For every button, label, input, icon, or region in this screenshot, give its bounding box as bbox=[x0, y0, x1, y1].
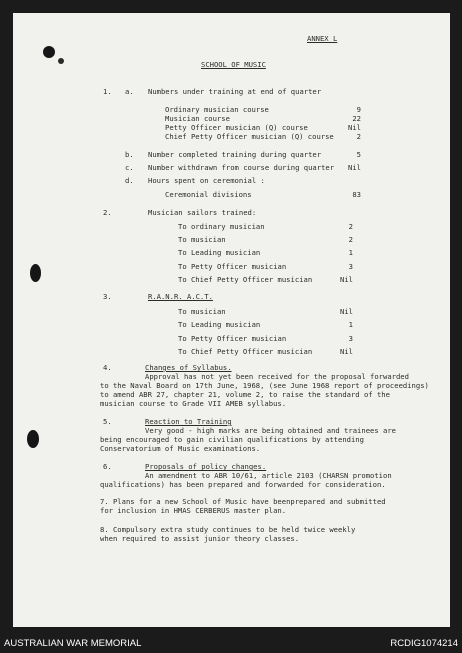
ceremonial-label: Ceremonial divisions bbox=[165, 190, 252, 199]
section-1c-text: Number withdrawn from course during quarter bbox=[148, 163, 335, 172]
section-5-line: Very good - high marks are being obtained and trainees are bbox=[145, 426, 396, 435]
sailor-label: To Chief Petty Officer musician bbox=[178, 275, 313, 284]
ranr-label: To Chief Petty Officer musician bbox=[178, 347, 313, 356]
sailor-value: 2 bbox=[348, 222, 353, 231]
section-7-line: for inclusion in HMAS CERBERUS master plan. bbox=[100, 506, 287, 515]
annex-label: ANNEX L bbox=[307, 34, 338, 43]
course-value: 22 bbox=[352, 114, 361, 123]
section-5-line: being encouraged to gain civilian qualifications by attending bbox=[100, 435, 364, 444]
document-title: SCHOOL OF MUSIC bbox=[201, 60, 266, 69]
section-4-number: 4. bbox=[103, 363, 112, 372]
punch-hole-top bbox=[43, 46, 55, 58]
section-6-heading: Proposals of policy changes. bbox=[145, 462, 267, 471]
sailor-value: 3 bbox=[348, 262, 353, 271]
archive-footer bbox=[0, 634, 462, 653]
ranr-value: Nil bbox=[340, 307, 353, 316]
sailor-value: 1 bbox=[348, 248, 353, 257]
footer-institution: AUSTRALIAN WAR MEMORIAL bbox=[4, 638, 142, 649]
section-1d-letter: d. bbox=[125, 176, 134, 185]
ranr-value: 3 bbox=[348, 334, 353, 343]
section-6-line: qualifications) has been prepared and forwarded for consideration. bbox=[100, 480, 386, 489]
ranr-label: To Leading musician bbox=[178, 320, 261, 329]
section-6-line: An amendment to ABR 10/61, article 2103 (CHARSN promotion bbox=[145, 471, 392, 480]
punch-hole-lower bbox=[27, 430, 39, 448]
section-5-line: Conservatorium of Music examinations. bbox=[100, 444, 261, 453]
document-page bbox=[13, 13, 450, 627]
punch-hole-middle bbox=[30, 264, 41, 282]
section-1c-letter: c. bbox=[125, 163, 134, 172]
section-7-line: 7. Plans for a new School of Music have beenprepared and submitted bbox=[100, 497, 386, 506]
section-1a-text: Numbers under training at end of quarter bbox=[148, 87, 322, 96]
ranr-label: To musician bbox=[178, 307, 226, 316]
section-1b-value: 5 bbox=[356, 150, 361, 159]
section-2-number: 2. bbox=[103, 208, 112, 217]
ranr-value: Nil bbox=[340, 347, 353, 356]
sailor-label: To Petty Officer musician bbox=[178, 262, 287, 271]
section-1c-value: Nil bbox=[348, 163, 361, 172]
section-4-line: Approval has not yet been received for the proposal forwarded bbox=[145, 372, 409, 381]
ink-mark bbox=[58, 58, 64, 64]
course-label: Petty Officer musician (Q) course bbox=[165, 123, 308, 132]
section-4-line: musician course to Grade VII AMEB syllabus. bbox=[100, 399, 287, 408]
course-label: Chief Petty Officer musician (Q) course bbox=[165, 132, 334, 141]
section-8-line: 8. Compulsory extra study continues to be held twice weekly bbox=[100, 525, 356, 534]
section-5-heading: Reaction to Training bbox=[145, 417, 232, 426]
course-value: Nil bbox=[348, 123, 361, 132]
section-5-number: 5. bbox=[103, 417, 112, 426]
sailor-value: 2 bbox=[348, 235, 353, 244]
footer-record-id: RCDIG1074214 bbox=[390, 638, 458, 649]
section-3-number: 3. bbox=[103, 292, 112, 301]
section-1d-text: Hours spent on ceremonial : bbox=[148, 176, 265, 185]
section-4-line: to amend ABR 27, chapter 21, volume 2, to raise the standard of the bbox=[100, 390, 390, 399]
course-label: Ordinary musician course bbox=[165, 105, 269, 114]
section-1b-letter: b. bbox=[125, 150, 134, 159]
course-value: 9 bbox=[356, 105, 361, 114]
ranr-label: To Petty Officer musician bbox=[178, 334, 287, 343]
sailor-label: To musician bbox=[178, 235, 226, 244]
section-3-heading: R.A.N.R. A.C.T. bbox=[148, 292, 213, 301]
section-1-number: 1. bbox=[103, 87, 112, 96]
section-6-number: 6. bbox=[103, 462, 112, 471]
section-1b-text: Number completed training during quarter bbox=[148, 150, 322, 159]
course-label: Musician course bbox=[165, 114, 230, 123]
sailor-label: To ordinary musician bbox=[178, 222, 265, 231]
section-1a-letter: a. bbox=[125, 87, 134, 96]
ranr-value: 1 bbox=[348, 320, 353, 329]
sailor-value: Nil bbox=[340, 275, 353, 284]
section-4-line: to the Naval Board on 17th June, 1968, (see June 1968 report of proceedings) bbox=[100, 381, 429, 390]
sailor-label: To Leading musician bbox=[178, 248, 261, 257]
section-2-text: Musician sailors trained: bbox=[148, 208, 257, 217]
ceremonial-value: 83 bbox=[352, 190, 361, 199]
section-4-heading: Changes of Syllabus. bbox=[145, 363, 232, 372]
section-8-line: when required to assist junior theory classes. bbox=[100, 534, 300, 543]
course-value: 2 bbox=[356, 132, 361, 141]
